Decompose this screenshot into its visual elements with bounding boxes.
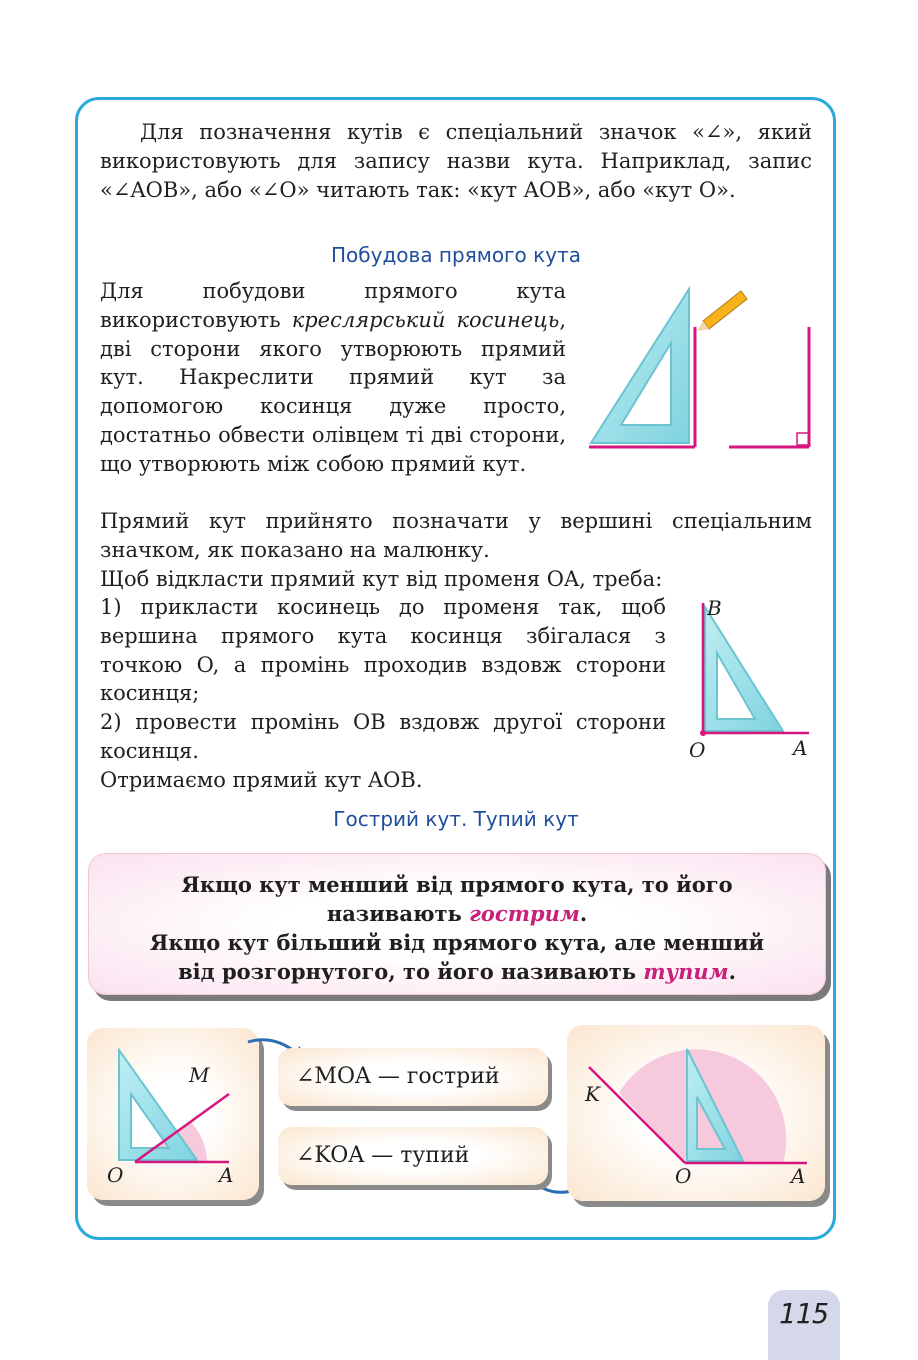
label-a-obtuse: A — [791, 1164, 806, 1188]
set-square-figure — [585, 283, 815, 453]
acute-angle-figure — [87, 1028, 259, 1200]
acute-angle-label: ∠MOA — гострий — [278, 1048, 548, 1106]
pencil-icon — [697, 291, 747, 331]
obtuse-angle-label: ∠KOA — тупий — [278, 1127, 548, 1185]
label-k: K — [585, 1082, 600, 1106]
steps-paragraph: 1) прикласти косинець до променя так, щоб вершина прямого кута косинця збігалася з точкою O, а промінь проходив вздовж сторони косинця; 2) провести промінь OB вздовж другої сторони косинця. Отримаємо прямий кут AOB. — [100, 595, 666, 792]
label-a-acute: A — [219, 1163, 234, 1187]
term-set-square: креслярський косинець — [291, 307, 560, 332]
label-o-obtuse: O — [675, 1164, 692, 1188]
intro-text: Для позначення кутів є спеціальний значок «∠», який використовують для запису назви кута. Наприклад, запис «∠AOB», або «∠O» читають так: «кут AOB», або «кут O». — [100, 120, 812, 202]
label-m: M — [189, 1063, 210, 1087]
construction-paragraph: Для побудови прямого кута використовують креслярський косинець, дві сторони якого утворюють прямий кут. Накреслити прямий кут за допомогою косинця дуже просто, достатньо обвести олівцем ті дві сторони, що утворюють між собою прямий кут. — [100, 279, 566, 476]
section-heading-right-angle: Побудова прямого кута — [331, 243, 581, 267]
right-angle-mark — [797, 433, 809, 445]
section-heading-acute-obtuse: Гострий кут. Тупий кут — [333, 807, 579, 831]
page-number: 115 — [768, 1290, 840, 1360]
term-obtuse: тупим — [643, 959, 729, 984]
definition-box: Якщо кут менший від прямого кута, то його називають гострим. Якщо кут більший від прямого кута, але менший від розгорнутого, то його називають тупим. — [88, 853, 826, 995]
obtuse-angle-card — [567, 1025, 825, 1201]
label-a: A — [793, 736, 808, 760]
term-acute: гострим — [469, 901, 580, 926]
label-o: O — [689, 738, 706, 762]
label-b: B — [707, 596, 722, 620]
obtuse-angle-figure — [567, 1025, 825, 1201]
right-angle-aob-figure — [685, 595, 815, 765]
right-angle-notation-paragraph: Прямий кут прийнято позначати у вершині спеціальним значком, як показано на малюнку. Щоб відкласти прямий кут від променя OA, треба: — [100, 509, 812, 591]
intro-paragraph — [100, 118, 812, 204]
acute-angle-card — [87, 1028, 259, 1200]
label-o-acute: O — [107, 1163, 124, 1187]
